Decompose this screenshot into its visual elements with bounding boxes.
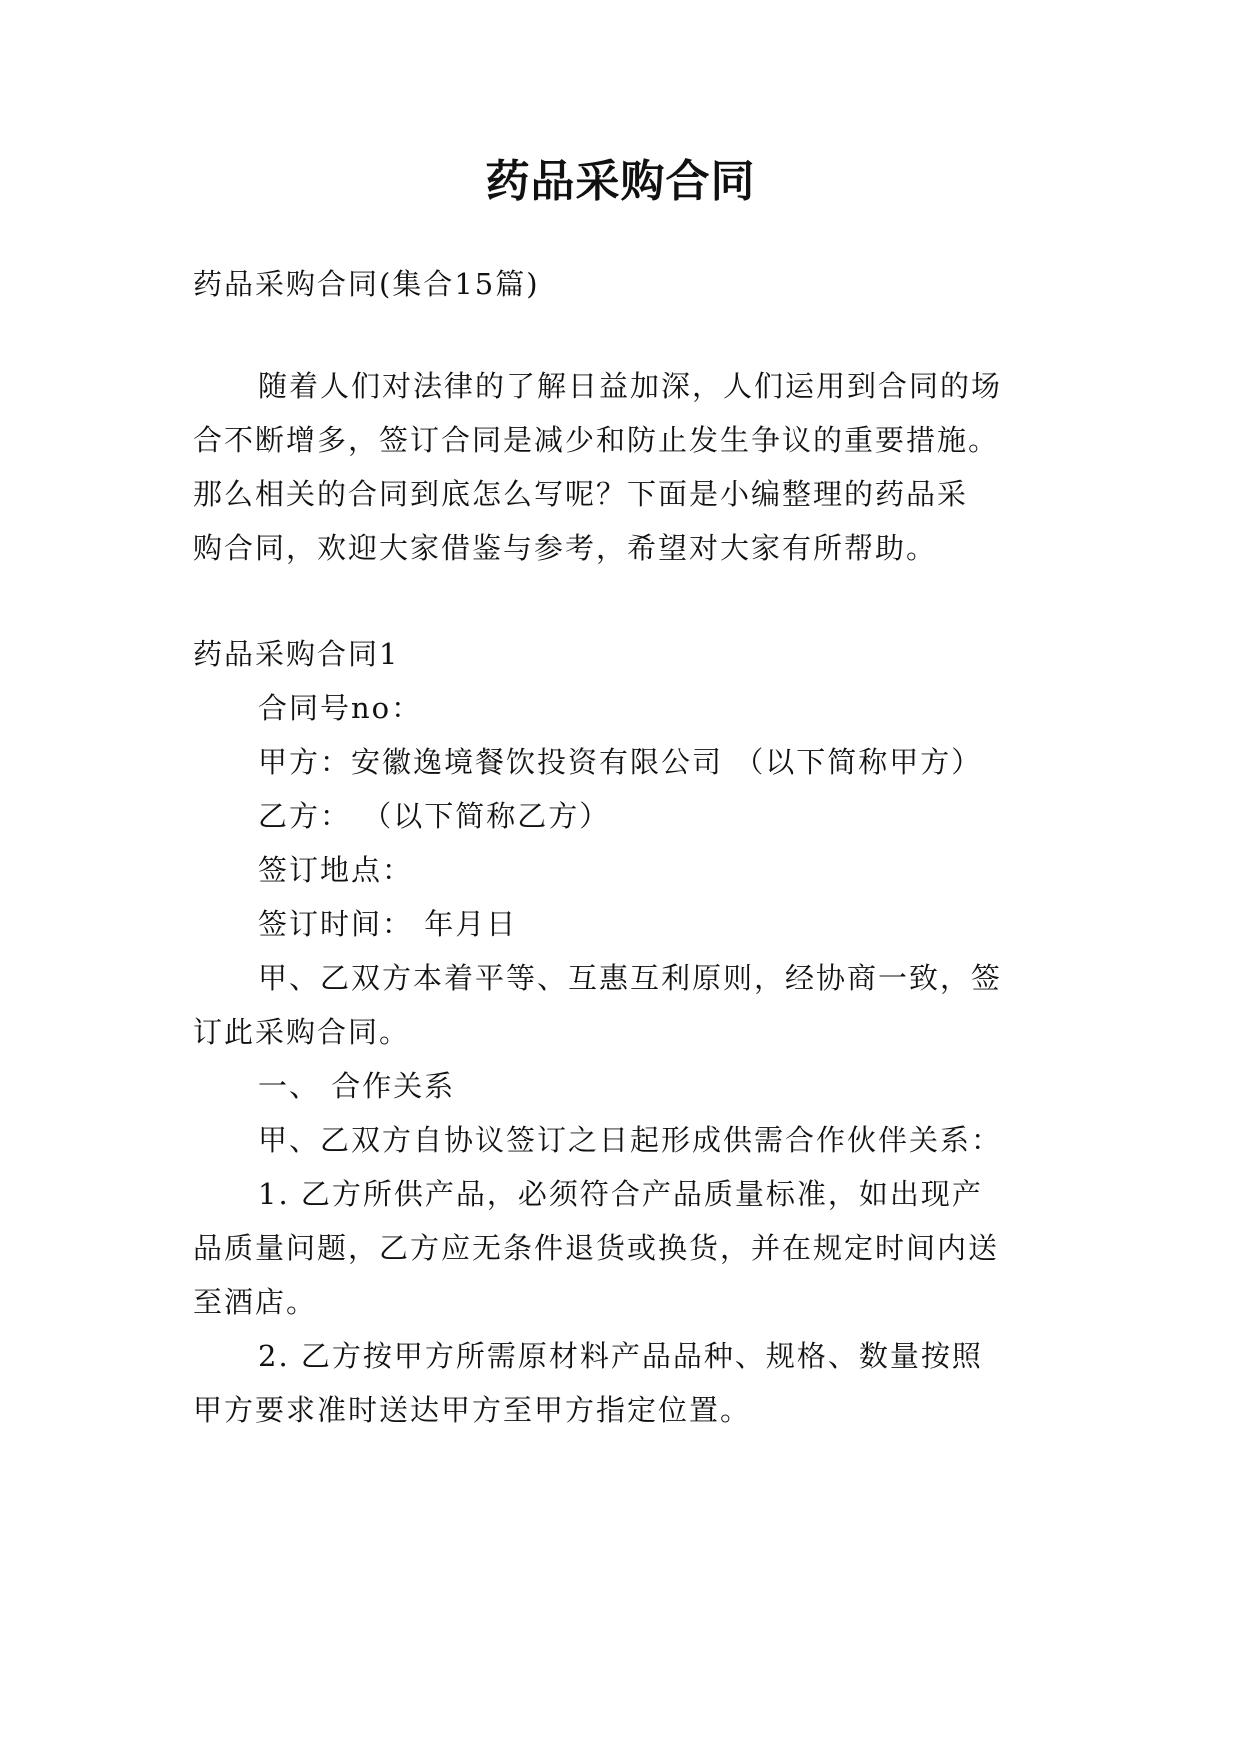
intro-line: 购合同，欢迎大家借鉴与参考，希望对大家有所帮助。 [193,531,938,565]
agreement-line: 甲、乙双方本着平等、互惠互利原则，经协商一致，签 [258,961,1003,995]
clause-intro: 甲、乙双方自协议签订之日起形成供需合作伙伴关系： [258,1123,1003,1157]
item-2-line: 甲方要求准时送达甲方至甲方指定位置。 [193,1393,752,1427]
party-a: 甲方：安徽逸境餐饮投资有限公司 （以下简称甲方） [258,745,983,779]
item-1-line: 至酒店。 [193,1285,318,1319]
clause-heading: 一、 合作关系 [258,1069,456,1103]
intro-line: 合不断增多，签订合同是减少和防止发生争议的重要措施。 [193,423,1000,457]
document-title: 药品采购合同 [485,156,756,207]
contract-number: 合同号no： [258,691,423,725]
agreement-line: 订此采购合同。 [193,1015,411,1049]
sign-time: 签订时间： 年月日 [258,907,518,941]
intro-line: 那么相关的合同到底怎么写呢？下面是小编整理的药品采 [193,477,969,511]
intro-line: 随着人们对法律的了解日益加深，人们运用到合同的场 [258,369,1003,403]
item-2-line: 2. 乙方按甲方所需原材料产品品种、规格、数量按照 [258,1339,983,1373]
document-subtitle: 药品采购合同(集合15篇) [193,267,540,301]
item-1-line: 品质量问题，乙方应无条件退货或换货，并在规定时间内送 [193,1231,1000,1265]
section-heading: 药品采购合同1 [193,637,400,671]
sign-place: 签订地点： [258,853,414,887]
party-b: 乙方： （以下简称乙方） [258,799,611,833]
item-1-line: 1. 乙方所供产品，必须符合产品质量标准，如出现产 [258,1177,983,1211]
